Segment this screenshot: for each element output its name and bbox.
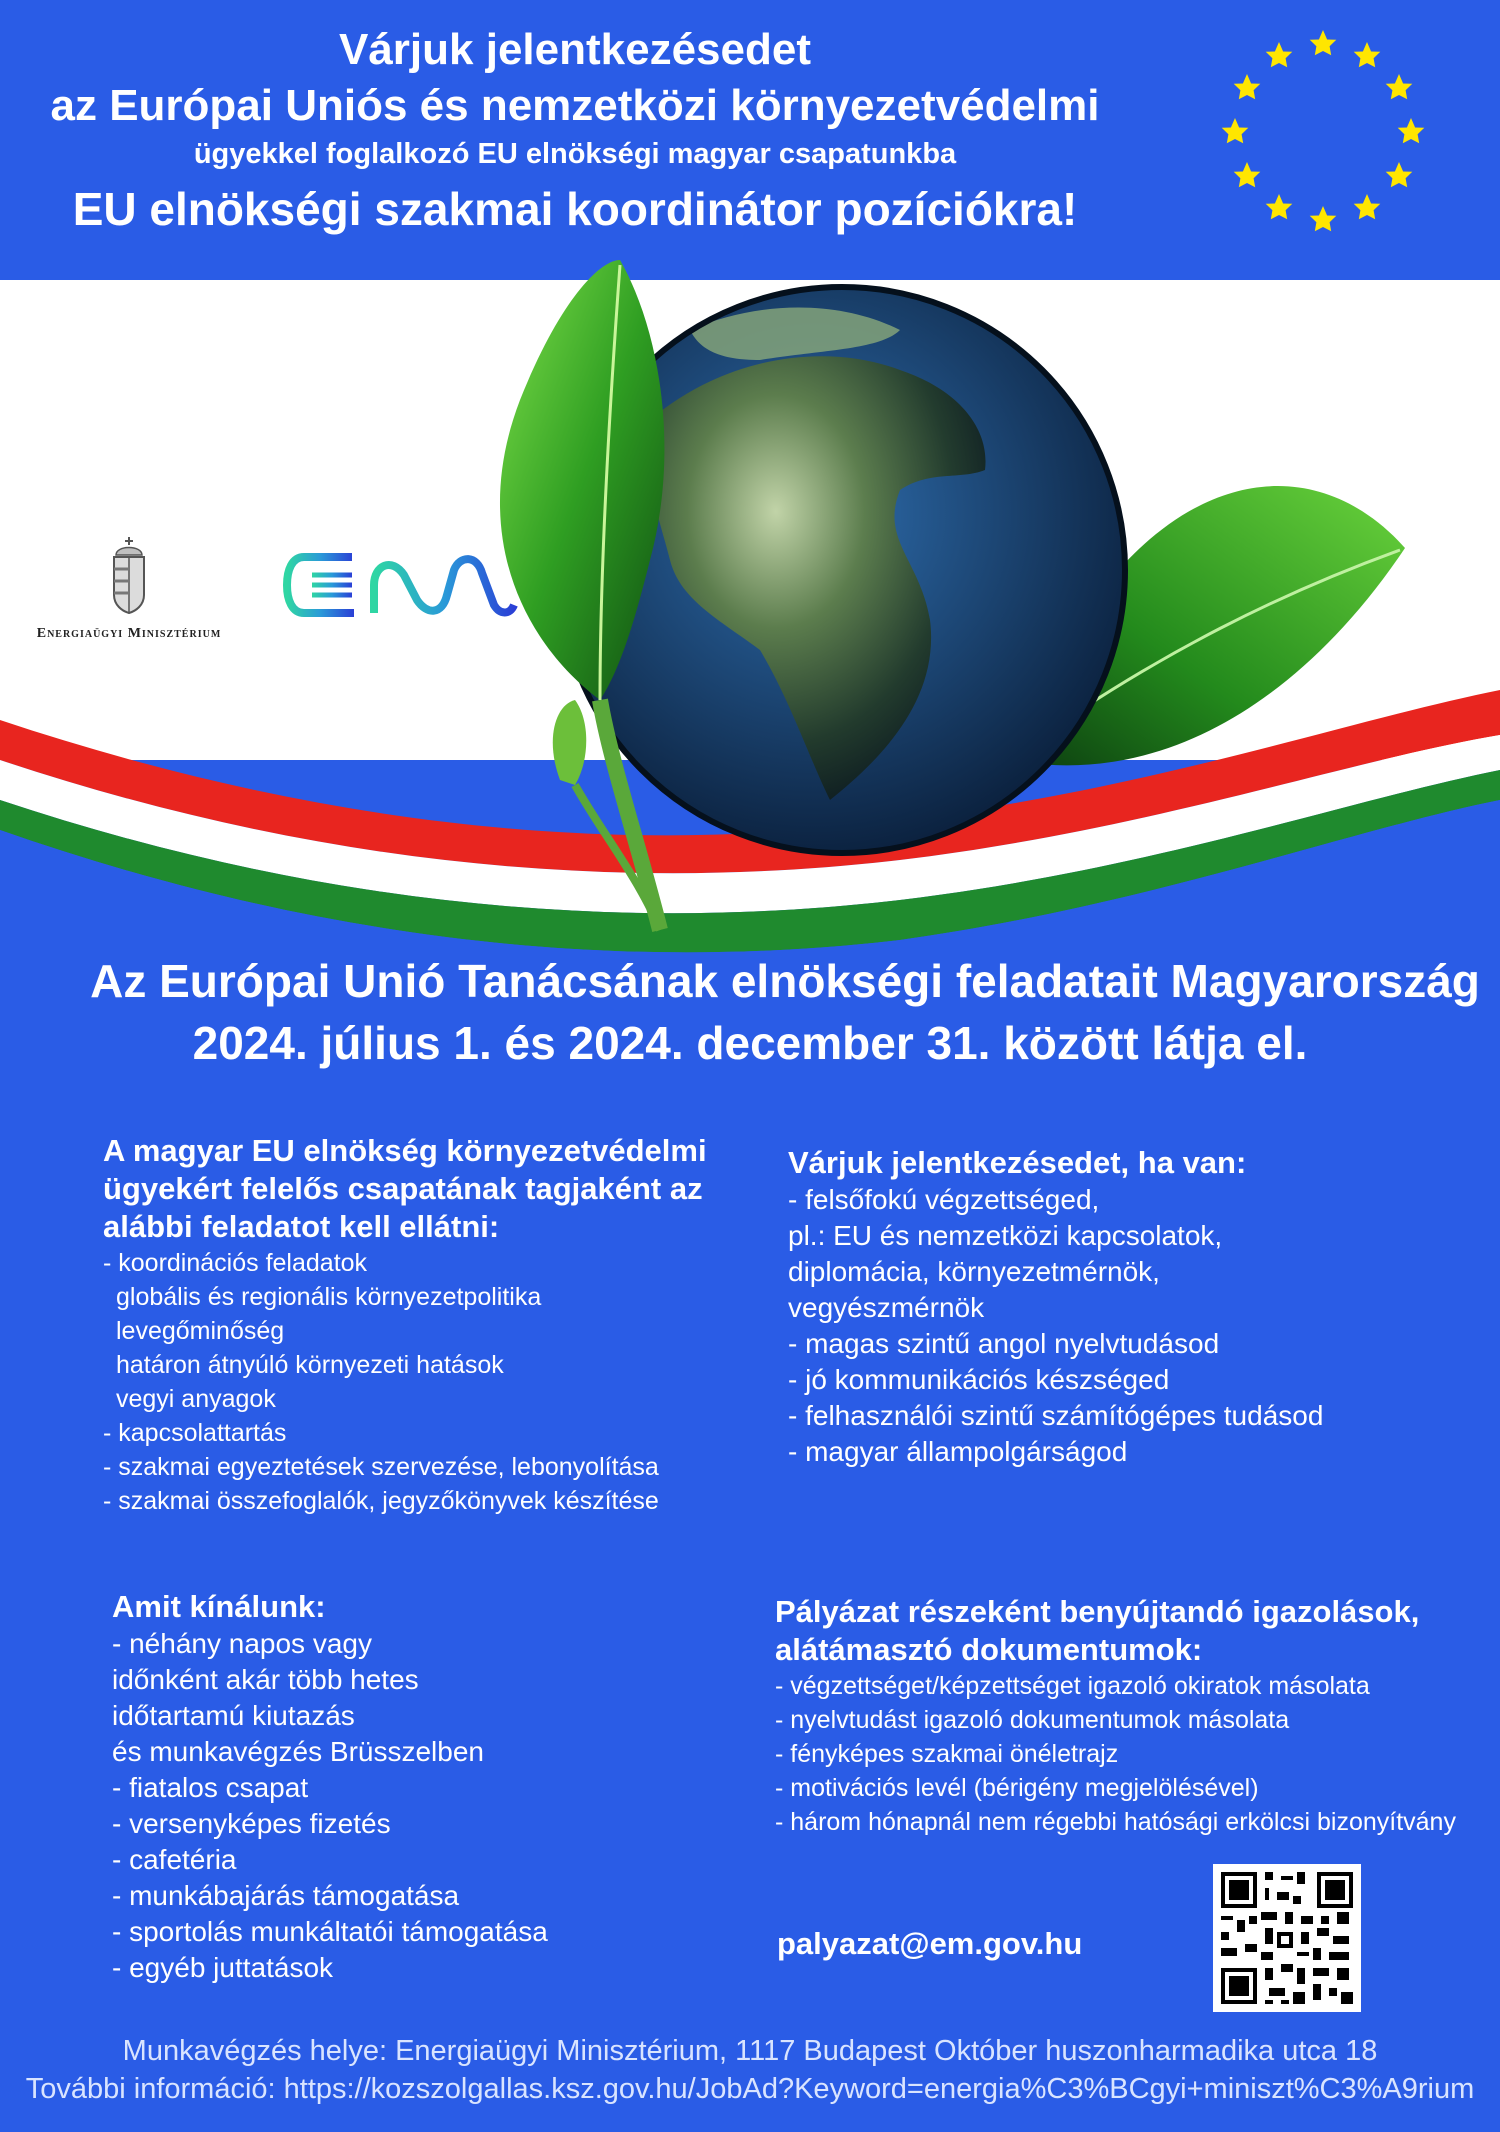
announcement-line-2: 2024. július 1. és 2024. december 31. között látja el.: [192, 1017, 1308, 1069]
list-item: vegyészmérnök: [788, 1292, 985, 1323]
list-item: időnként akár több hetes: [112, 1664, 419, 1695]
list-item: - nyelvtudást igazoló dokumentumok másolata: [775, 1706, 1290, 1734]
list-item: - magas szintű angol nyelvtudásod: [788, 1328, 1220, 1359]
list-item: - sportolás munkáltatói támogatása: [112, 1916, 548, 1947]
header-line-2: az Európai Uniós és nemzetközi környezetvédelmi: [50, 81, 1100, 130]
list-item: - koordinációs feladatok: [103, 1249, 368, 1277]
tasks-heading-3: alábbi feladatot kell ellátni:: [103, 1209, 500, 1244]
list-item: - cafetéria: [112, 1844, 237, 1875]
list-item: - motivációs levél (bérigény megjelölésével): [775, 1774, 1259, 1802]
list-item: - kapcsolattartás: [103, 1419, 287, 1447]
hungarian-coat-of-arms-icon: [106, 535, 152, 615]
footer-workplace: Munkavégzés helye: Energiaügyi Minisztérium, 1117 Budapest Október huszonharmadika utca 18: [122, 2035, 1378, 2067]
em-logo-icon: [282, 545, 522, 625]
footer: [0, 2032, 1500, 2108]
ministry-name: Energiaügyi Minisztérium: [36, 626, 222, 641]
documents-heading-1: Pályázat részeként benyújtandó igazolások,: [775, 1594, 1420, 1629]
list-item: - szakmai összefoglalók, jegyzőkönyvek készítése: [103, 1487, 659, 1515]
offer-heading: Amit kínálunk:: [112, 1589, 326, 1624]
requirements-heading: Várjuk jelentkezésedet, ha van:: [788, 1145, 1247, 1180]
list-item: globális és regionális környezetpolitika: [116, 1283, 542, 1311]
qr-code-icon[interactable]: [1213, 1864, 1361, 2012]
list-item: - jó kommunikációs készséged: [788, 1364, 1170, 1395]
list-item: - fényképes szakmai önéletrajz: [775, 1740, 1119, 1768]
list-item: határon átnyúló környezeti hatások: [116, 1351, 504, 1379]
eu-stars-icon: [1200, 20, 1450, 250]
list-item: diplomácia, környezetmérnök,: [788, 1256, 1160, 1287]
requirements-section: [788, 1144, 1448, 1470]
ministry-logo: [6, 535, 252, 642]
list-item: és munkavégzés Brüsszelben: [112, 1736, 484, 1767]
header-line-4: EU elnökségi szakmai koordinátor pozíciókra!: [72, 183, 1078, 235]
header-line-1: Várjuk jelentkezésedet: [338, 25, 811, 74]
tasks-heading-2: ügyekért felelős csapatának tagjaként az: [103, 1171, 703, 1206]
list-item: - felsőfokú végzettséged,: [788, 1184, 1100, 1215]
header-line-3: ügyekkel foglalkozó EU elnökségi magyar csapatunkba: [193, 138, 957, 170]
list-item: - fiatalos csapat: [112, 1772, 309, 1803]
footer-info-link[interactable]: További információ: https://kozszolgallas.ksz.gov.hu/JobAd?Keyword=energia%C3%BCgyi+miniszt%C3%A9rium: [25, 2073, 1475, 2105]
tasks-section: [103, 1132, 743, 1518]
header-title: [0, 22, 1150, 244]
documents-heading-2: alátámasztó dokumentumok:: [775, 1632, 1203, 1667]
list-item: pl.: EU és nemzetközi kapcsolatok,: [788, 1220, 1223, 1251]
list-item: - egyéb juttatások: [112, 1952, 334, 1983]
list-item: - néhány napos vagy: [112, 1628, 372, 1659]
presidency-announcement: [0, 950, 1500, 1074]
list-item: levegőminőség: [116, 1317, 285, 1345]
announcement-line-1: Az Európai Unió Tanácsának elnökségi feladatait Magyarország: [90, 955, 1480, 1007]
tasks-heading-1: A magyar EU elnökség környezetvédelmi: [103, 1133, 707, 1168]
list-item: - három hónapnál nem régebbi hatósági erkölcsi bizonyítvány: [775, 1808, 1456, 1836]
list-item: vegyi anyagok: [116, 1385, 276, 1413]
list-item: - felhasználói szintű számítógépes tudásod: [788, 1400, 1324, 1431]
list-item: - versenyképes fizetés: [112, 1808, 391, 1839]
list-item: - munkábajárás támogatása: [112, 1880, 460, 1911]
list-item: - végzettséget/képzettséget igazoló okiratok másolata: [775, 1672, 1370, 1700]
documents-section: [775, 1593, 1475, 1839]
offer-section: [112, 1588, 732, 1986]
list-item: - magyar állampolgárságod: [788, 1436, 1128, 1467]
contact-email[interactable]: palyazat@em.gov.hu: [777, 1926, 1083, 1961]
list-item: - szakmai egyeztetések szervezése, lebonyolítása: [103, 1453, 659, 1481]
list-item: időtartamú kiutazás: [112, 1700, 355, 1731]
